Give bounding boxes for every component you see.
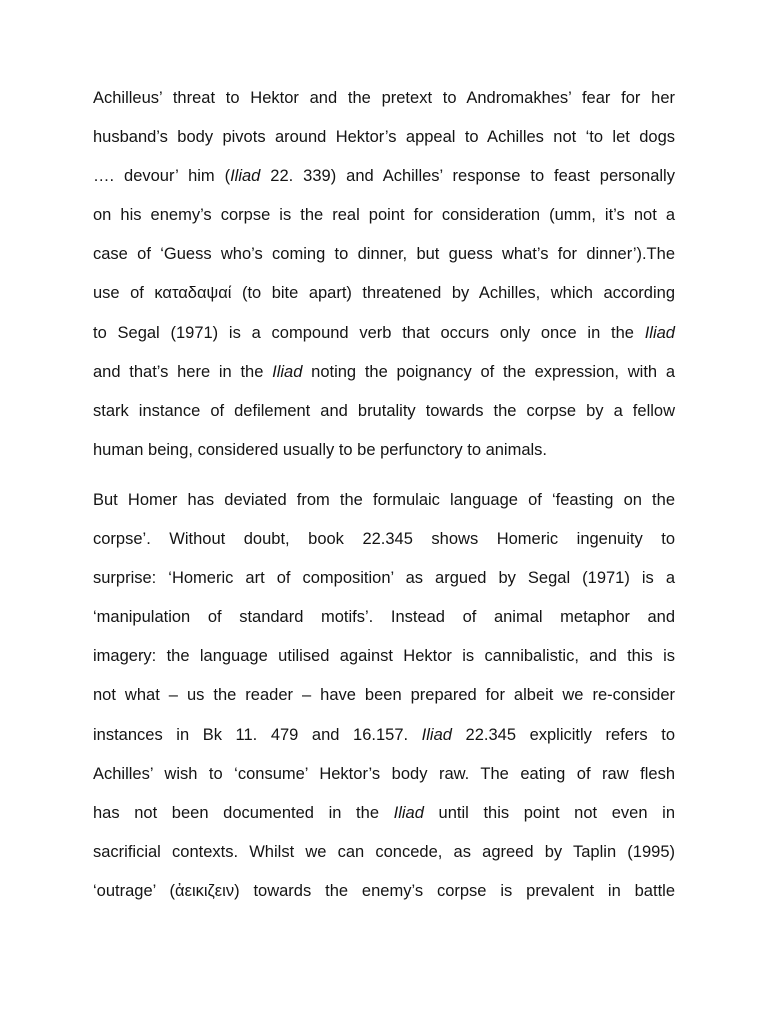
text-run: instances in Bk 11. 479 and 16.157. xyxy=(93,725,422,744)
text-run: 22.345 explicitly refers to xyxy=(451,725,676,744)
text-line xyxy=(93,794,675,833)
text-line xyxy=(93,559,675,598)
italic-title: Iliad xyxy=(230,167,261,186)
text-run: on his enemy’s corpse is the real point for consideration (umm, it’s not a xyxy=(93,206,675,225)
text-run: human being, considered usually to be perfunctory to animals. xyxy=(93,440,548,459)
text-line xyxy=(93,598,675,637)
text-run: ‘manipulation of standard motifs’. Instead of animal metaphor and xyxy=(93,608,675,627)
text-run: But Homer has deviated from the formulaic language of ‘feasting on the xyxy=(93,491,675,509)
text-run: sacrificial contexts. Whilst we can concede, as agreed by Taplin (1995) xyxy=(93,842,675,861)
text-run: until this point not even in xyxy=(423,803,675,822)
text-run: ‘outrage’ (ἀεικιζειν) towards the enemy’s corpse is prevalent in battle xyxy=(93,881,675,900)
text-run: husband’s body pivots around Hektor’s appeal to Achilles not ‘to let dogs xyxy=(93,128,675,147)
text-line xyxy=(93,274,675,313)
text-line xyxy=(93,520,675,559)
text-line xyxy=(93,872,675,911)
text-line xyxy=(93,79,675,118)
text-line xyxy=(93,118,675,157)
text-line xyxy=(93,157,675,196)
text-run: to Segal (1971) is a compound verb that occurs only once in the xyxy=(93,323,645,342)
italic-title: Iliad xyxy=(272,362,303,381)
text-run: stark instance of defilement and brutality towards the corpse by a fellow xyxy=(93,401,675,420)
text-line xyxy=(93,716,675,755)
text-line xyxy=(93,637,675,676)
text-line xyxy=(93,676,675,715)
text-run: …. devour’ him ( xyxy=(93,167,231,186)
text-line xyxy=(93,392,675,431)
paragraph-1 xyxy=(93,79,675,470)
text-line xyxy=(93,196,675,235)
paragraph-2 xyxy=(93,481,675,911)
text-run: has not been documented in the xyxy=(93,803,394,822)
text-run: and that’s here in the xyxy=(93,362,273,381)
text-run: noting the poignancy of the expression, with a xyxy=(302,362,675,381)
text-line xyxy=(93,353,675,392)
text-run: use of καταδαψαί (to bite apart) threatened by Achilles, which according xyxy=(93,284,675,303)
text-run: Achilleus’ threat to Hektor and the pretext to Andromakhes’ fear for her xyxy=(93,89,675,107)
text-run: Achilles’ wish to ‘consume’ Hektor’s body raw. The eating of raw flesh xyxy=(93,764,675,783)
text-line xyxy=(93,755,675,794)
text-run: corpse’. Without doubt, book 22.345 shows Homeric ingenuity to xyxy=(93,530,675,549)
text-line xyxy=(93,431,675,470)
text-line xyxy=(93,481,675,520)
text-line xyxy=(93,235,675,274)
text-run: not what – us the reader – have been prepared for albeit we re-consider xyxy=(93,686,675,705)
text-run: case of ‘Guess who’s coming to dinner, but guess what’s for dinner’).The xyxy=(93,245,675,264)
text-run: surprise: ‘Homeric art of composition’ as argued by Segal (1971) is a xyxy=(93,569,675,588)
italic-title: Iliad xyxy=(421,725,452,744)
text-run: 22. 339) and Achilles’ response to feast personally xyxy=(260,167,675,186)
italic-title: Iliad xyxy=(644,323,675,342)
text-line xyxy=(93,314,675,353)
italic-title: Iliad xyxy=(393,803,424,822)
text-line xyxy=(93,833,675,872)
text-run: imagery: the language utilised against Hektor is cannibalistic, and this is xyxy=(93,647,675,666)
